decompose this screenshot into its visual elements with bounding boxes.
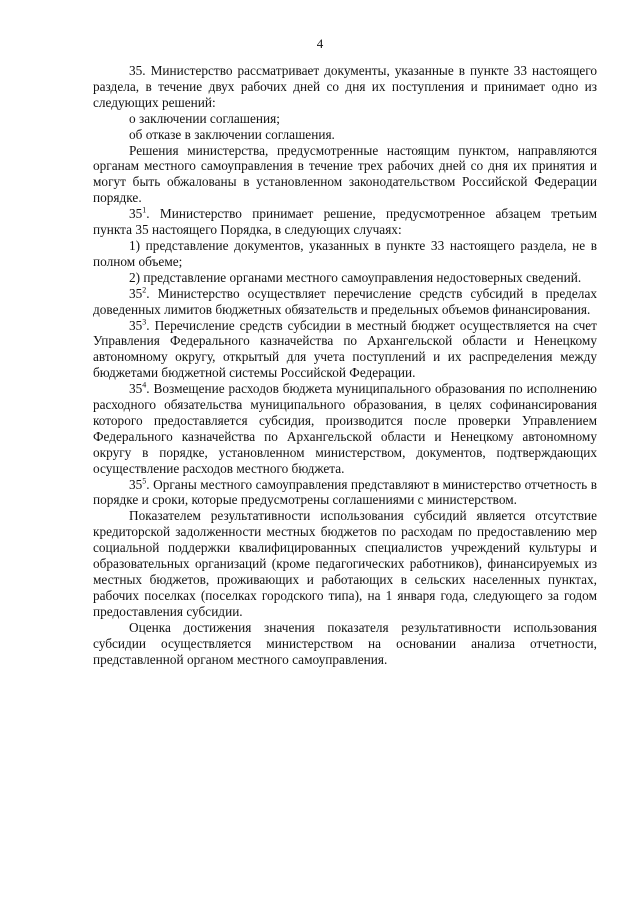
paragraph-p35-3 <box>93 318 597 382</box>
paragraph-text: . Возмещение расходов бюджета муниципального образования по исполнению расходного обязательства муниципального образования, в целях софинансирования которого предоставляется субсидия, производится после проверки Управлением Федерального казначейства по Архангельской области и Ненецкому автономному округу в порядке, установленном министерством, документов, подтверждающих осуществление расходов местного бюджета. <box>93 381 597 476</box>
paragraph-p35 <box>93 63 597 111</box>
paragraph-p35-4 <box>93 381 597 476</box>
clause-superscript: 1 <box>142 205 147 215</box>
paragraph-text: . Органы местного самоуправления представляют в министерство отчетность в порядке и сроки, которые предусмотрены соглашениями с министерством. <box>93 476 597 508</box>
paragraph-text: Решения министерства, предусмотренные настоящим пунктом, направляются органам местного самоуправления в течение трех рабочих дней со дня их принятия и могут быть обжалованы в установленном законодательством Российской Федерации порядке. <box>93 142 597 206</box>
paragraph-text: . Перечисление средств субсидии в местный бюджет осуществляется на счет Управления Федерального казначейства по Архангельской области и Ненецкому автономному округу, открытый для учета поступлений и их распределения между бюджетами бюджетной системы Российской Федерации. <box>93 317 597 381</box>
paragraph-p35-1-a <box>93 238 597 270</box>
page-number: 4 <box>316 36 324 51</box>
document-body <box>93 63 597 667</box>
paragraph-p35-opt1 <box>93 111 597 127</box>
paragraph-p-evaluation <box>93 620 597 668</box>
clause-number: 35 <box>129 381 143 397</box>
paragraph-p35-opt2 <box>93 127 597 143</box>
paragraph-p35-decisions <box>93 143 597 207</box>
paragraph-p35-1 <box>93 206 597 238</box>
paragraph-p35-5 <box>93 477 597 509</box>
paragraph-text: . Министерство принимает решение, предусмотренное абзацем третьим пункта 35 настоящего Порядка, в следующих случаях: <box>93 206 597 238</box>
paragraph-text: 1) представление документов, указанных в пункте 33 настоящего раздела, не в полном объеме; <box>93 237 597 269</box>
clause-number: 35 <box>129 285 143 301</box>
paragraph-text: Показателем результативности использования субсидий является отсутствие кредиторской задолженности местных бюджетов по расходам по предоставлению мер социальной поддержки квалифицированных специалистов учреждений культуры и образовательных организаций (кроме педагогических работников), финансируемых из местных бюджетов, проживающих и работающих в сельских населенных пунктах, рабочих поселках (поселках городского типа), на 1 января года, следующего за годом предоставления субсидии. <box>93 508 597 619</box>
clause-number: 35 <box>129 317 143 333</box>
paragraph-p-indicator <box>93 508 597 619</box>
clause-number: 35 <box>129 476 143 492</box>
paragraph-p35-1-b <box>93 270 597 286</box>
paragraph-p35-2 <box>93 286 597 318</box>
paragraph-text: 35. Министерство рассматривает документы, указанные в пункте 33 настоящего раздела, в течение двух рабочих дней со дня их поступления и принимает одно из следующих решений: <box>93 63 597 110</box>
clause-number: 35 <box>129 206 143 222</box>
clause-superscript: 5 <box>142 476 147 486</box>
paragraph-text: Оценка достижения значения показателя результативности использования субсидии осуществляется министерством на основании анализа отчетности, представленной органом местного самоуправления. <box>93 619 597 667</box>
clause-superscript: 2 <box>142 285 147 295</box>
paragraph-text: 2) представление органами местного самоуправления недостоверных сведений. <box>129 269 582 285</box>
clause-superscript: 4 <box>142 380 147 390</box>
paragraph-text: о заключении соглашения; <box>129 110 280 126</box>
clause-superscript: 3 <box>142 317 147 327</box>
paragraph-text: об отказе в заключении соглашения. <box>129 126 335 142</box>
paragraph-text: . Министерство осуществляет перечисление средств субсидий в пределах доведенных лимитов бюджетных обязательств и предельных объемов финансирования. <box>93 285 597 317</box>
